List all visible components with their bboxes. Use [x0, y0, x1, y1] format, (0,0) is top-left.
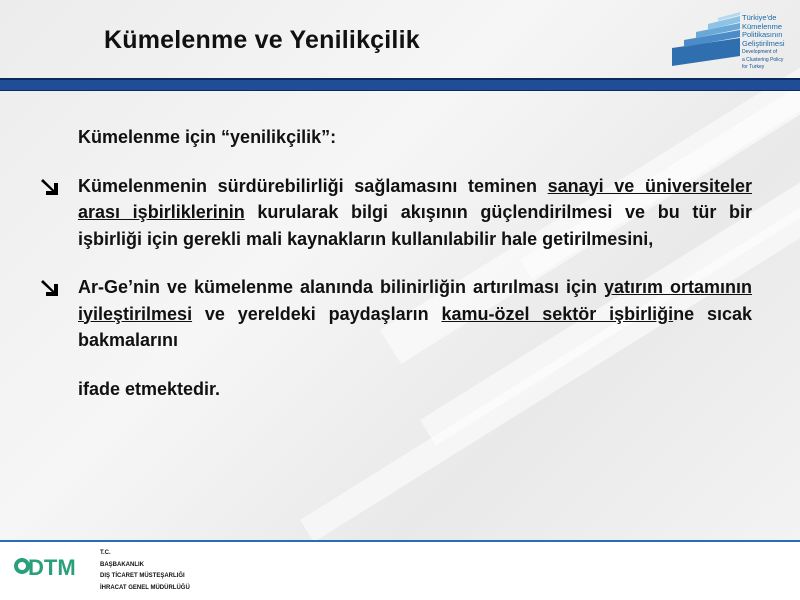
bullet-text: ve yereldeki paydaşların: [192, 303, 442, 324]
dtm-logo: [12, 550, 82, 582]
logo-line: Türkiye'de: [742, 13, 777, 22]
bullet-text: Ar-Ge’nin ve kümelenme alanında bilinirliğin artırılması için: [78, 277, 604, 297]
footer-line: DIŞ TİCARET MÜSTEŞARLIĞI: [100, 573, 185, 579]
logo-subtitle-line: Development of: [742, 49, 778, 56]
dtm-logo-text: DTM: [28, 555, 76, 580]
bullet-text: kurularak bilgi akışının güçlendirilmesi ve bu tür bir işbirliği için gerekli mali kaynakların kullanılabilir hale getirilmesini,: [78, 202, 752, 249]
header-divider-bar: [0, 78, 800, 91]
page-title: Kümelenme ve Yenilikçilik: [104, 26, 420, 54]
closing-text: ifade etmektedir.: [78, 378, 221, 399]
bullet-text-underlined: sanayi ve üniversiteler arası işbirliklerinin: [78, 175, 752, 222]
slide-content: [78, 124, 752, 420]
arrow-bullet-icon: [40, 175, 62, 197]
bullet-text: Kümelenmenin sürdürebilirliği sağlamasını teminen: [78, 175, 548, 196]
logo-line: Politikasının: [742, 30, 783, 40]
arrow-bullet-icon: [40, 276, 62, 298]
bullet-text-underlined: yatırım ortamının iyileştirilmesi: [78, 277, 753, 324]
footer-line: BAŞBAKANLIK: [100, 561, 144, 568]
logo-subtitle-line: a Clustering Policy: [742, 56, 784, 63]
bullet-item: [78, 274, 752, 354]
footer-line: İHRACAT GENEL MÜDÜRLÜĞÜ: [100, 584, 190, 591]
bullet-text-underlined: kamu-özel sektör işbirliği: [441, 303, 674, 324]
logo-line: Geliştirilmesi: [742, 38, 785, 48]
bullet-text: ne sıcak bakmalarını: [78, 303, 752, 350]
intro-heading: Kümelenme için “yenilikçilik”:: [78, 127, 337, 147]
logo-line: Kümelenme: [742, 21, 783, 31]
footer-line: T.C.: [100, 550, 111, 556]
logo-text: [742, 14, 798, 71]
bullet-item: [78, 173, 752, 253]
footer-institution: [100, 548, 190, 594]
footer-divider: [0, 540, 800, 542]
logo-subtitle-line: for Turkey: [742, 64, 765, 71]
